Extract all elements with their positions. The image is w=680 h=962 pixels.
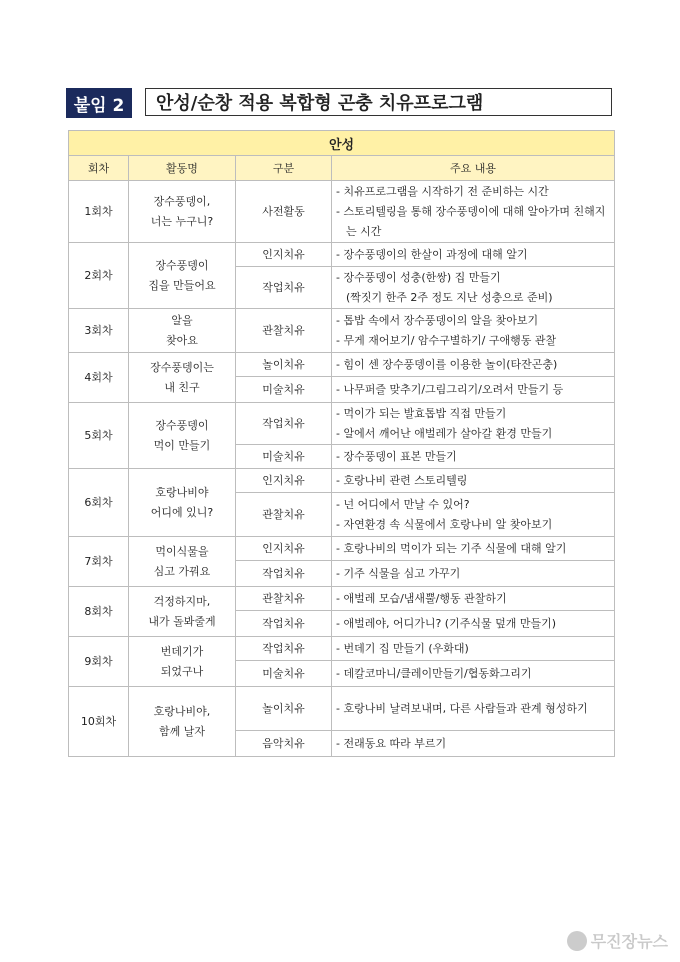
news-watermark [567,929,668,952]
activity-line: 장수풍뎅이 [155,418,209,432]
type-cell: 미술치유 [236,377,332,403]
content-cell [332,661,615,687]
type-cell: 관찰치유 [236,587,332,611]
column-header-activity: 활동명 [129,156,236,181]
activity-cell [129,403,236,469]
table-row [69,637,615,661]
activity-cell [129,353,236,403]
round-cell: 6회차 [69,469,129,537]
type-cell: 작업치유 [236,611,332,637]
type-cell: 관찰치유 [236,309,332,353]
content-line: - 호랑나비 날려보내며, 다른 사람들과 관계 형성하기 [336,701,588,715]
content-cell [332,561,615,587]
content-cell [332,469,615,493]
table-row [69,353,615,377]
round-cell: 3회차 [69,309,129,353]
content-cell [332,687,615,731]
activity-line: 호랑나비야 [155,485,209,499]
content-line: - 스토리텔링을 통해 장수풍뎅이에 대해 알아가며 친해지는 시간 [336,204,606,238]
content-cell [332,377,615,403]
activity-cell [129,587,236,637]
content-line: - 알에서 깨어난 애벌레가 살아갈 환경 만들기 [336,426,553,440]
activity-cell [129,181,236,243]
content-line: (짝짓기 한주 2주 정도 지난 성충으로 준비) [346,290,553,304]
activity-line: 먹이 만들기 [153,438,211,452]
content-line: - 먹이가 되는 발효톱밥 직접 만들기 [336,406,507,420]
activity-line: 내 친구 [164,380,200,394]
content-cell [332,731,615,757]
round-cell: 2회차 [69,243,129,309]
document-title: 안성/순창 적용 복합형 곤충 치유프로그램 [145,88,612,116]
activity-line: 번데기가 [160,644,204,658]
activity-line: 호랑나비야, [153,704,211,718]
activity-cell [129,537,236,587]
type-cell: 작업치유 [236,403,332,445]
content-line: - 자연환경 속 식물에서 호랑나비 알 찾아보기 [336,517,553,531]
table-row [69,243,615,267]
attachment-tag: 붙임 2 [66,88,132,118]
activity-line: 장수풍뎅이, [153,194,211,208]
type-cell: 작업치유 [236,637,332,661]
content-cell [332,181,615,243]
content-cell [332,493,615,537]
content-line: - 기주 식물을 심고 가꾸기 [336,566,461,580]
content-line: - 애벌레야, 어디가니? (기주식물 덮개 만들기) [336,616,557,630]
activity-cell [129,469,236,537]
content-cell [332,445,615,469]
round-cell: 4회차 [69,353,129,403]
content-cell [332,403,615,445]
table-row [69,181,615,243]
activity-line: 알을 [171,313,193,327]
activity-line: 어디에 있니? [150,505,214,519]
content-cell [332,611,615,637]
content-cell [332,353,615,377]
type-cell: 사전활동 [236,181,332,243]
round-cell: 1회차 [69,181,129,243]
content-line: - 전래동요 따라 부르기 [336,736,447,750]
content-line: - 호랑나비 관련 스토리텔링 [336,473,468,487]
content-line: - 톱밥 속에서 장수풍뎅이의 알을 찾아보기 [336,313,539,327]
round-cell: 5회차 [69,403,129,469]
activity-line: 먹이식물을 [155,544,209,558]
type-cell: 놀이치유 [236,353,332,377]
column-header-type: 구분 [236,156,332,181]
watermark-logo-icon [567,931,587,951]
type-cell: 인지치유 [236,469,332,493]
content-cell [332,309,615,353]
type-cell: 인지치유 [236,243,332,267]
attachment-header [66,88,614,118]
type-cell: 미술치유 [236,661,332,687]
activity-cell [129,309,236,353]
round-cell: 9회차 [69,637,129,687]
program-table [68,130,615,757]
content-cell [332,243,615,267]
type-cell: 관찰치유 [236,493,332,537]
activity-line: 찾아요 [166,333,198,347]
column-header-round: 회차 [69,156,129,181]
activity-line: 심고 가꿔요 [153,564,211,578]
activity-cell [129,637,236,687]
content-line: - 장수풍뎅이의 한살이 과정에 대해 알기 [336,247,528,261]
content-cell [332,537,615,561]
activity-cell [129,687,236,757]
activity-line: 장수풍뎅이는 [150,360,214,374]
column-header-content: 주요 내용 [332,156,615,181]
content-line: - 호랑나비의 먹이가 되는 기주 식물에 대해 알기 [336,541,567,555]
content-cell [332,587,615,611]
table-row [69,469,615,493]
type-cell: 음악치유 [236,731,332,757]
table-row [69,403,615,445]
type-cell: 놀이치유 [236,687,332,731]
activity-line: 되었구나 [160,664,204,678]
type-cell: 작업치유 [236,267,332,309]
activity-line: 너는 누구니? [150,214,214,228]
content-cell [332,267,615,309]
activity-line: 장수풍뎅이 [155,258,209,272]
round-cell: 8회차 [69,587,129,637]
content-line: - 데칼코마니/클레이만들기/협동화그리기 [336,666,532,680]
round-cell: 7회차 [69,537,129,587]
table-row [69,587,615,611]
column-header-row [69,156,615,181]
type-cell: 미술치유 [236,445,332,469]
table-row [69,537,615,561]
table-row [69,687,615,731]
content-cell [332,637,615,661]
activity-cell [129,243,236,309]
activity-line: 걱정하지마, [153,594,211,608]
content-line: - 애벌레 모습/냄새뿔/행동 관찰하기 [336,591,507,605]
content-line: - 장수풍뎅이 성충(한쌍) 집 만들기 [336,270,501,284]
activity-line: 함께 날자 [158,724,205,738]
type-cell: 인지치유 [236,537,332,561]
content-line: - 번데기 집 만들기 (우화대) [336,641,469,655]
activity-line: 집을 만들어요 [148,278,216,292]
content-line: - 넌 어디에서 만날 수 있어? [336,497,470,511]
content-line: - 무게 재어보기/ 암수구별하기/ 구애행동 관찰 [336,333,557,347]
type-cell: 작업치유 [236,561,332,587]
activity-line: 내가 돌봐줄게 [148,614,216,628]
round-cell: 10회차 [69,687,129,757]
section-header: 안성 [69,131,615,156]
content-line: - 치유프로그램을 시작하기 전 준비하는 시간 [336,184,549,198]
content-line: - 힘이 센 장수풍뎅이를 이용한 놀이(타잔곤충) [336,357,558,371]
table-row [69,309,615,353]
watermark-text: 무진장뉴스 [590,932,668,951]
content-line: - 나무퍼즐 맞추기/그림그리기/오려서 만들기 등 [336,382,564,396]
content-line: - 장수풍뎅이 표본 만들기 [336,449,457,463]
